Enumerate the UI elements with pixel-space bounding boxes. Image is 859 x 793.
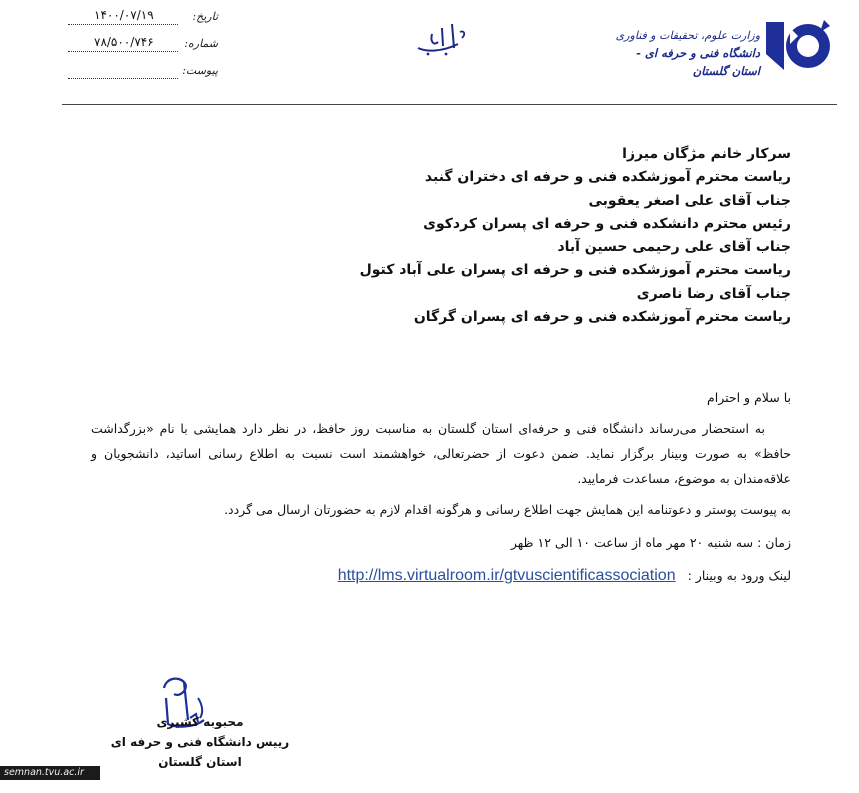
ministry-name: وزارت علوم، تحقیقات و فناوری bbox=[615, 29, 760, 42]
date-row bbox=[64, 10, 224, 37]
addressee-line: سرکار خانم مژگان میرزا bbox=[622, 146, 791, 162]
webinar-link-row bbox=[91, 563, 791, 588]
number-value: ۷۸/۵۰۰/۷۴۶ bbox=[94, 35, 154, 49]
addressee-line: ریاست محترم آموزشکده فنی و حرفه ای پسران گرگان bbox=[413, 309, 791, 326]
addressee-line: رئیس محترم دانشکده فنی و حرفه ای پسران کردکوی bbox=[423, 215, 791, 232]
number-label: شماره: bbox=[184, 37, 218, 50]
addressee-line: ریاست محترم آموزشکده فنی و حرفه ای دختران گنبد bbox=[424, 169, 791, 186]
main-paragraph bbox=[91, 416, 791, 491]
ministry-header bbox=[610, 28, 760, 80]
main-paragraph-text: به استحضار می‌رساند دانشگاه فنی و حرفه‌ای استان گلستان به مناسبت روز حافظ، در نظر دارد همایشی با نام «بزرگداشت حافظ» به صورت وبینار برگزار نماید. ضمن دعوت از حضرتعالی، خواهشمند است نسبت به اطلاع رسانی اساتید، دانشجویان و علاقه‌مندان به موضوع، مساعدت فرمایید. bbox=[91, 421, 791, 486]
number-row bbox=[64, 37, 224, 64]
signature-text bbox=[100, 712, 300, 772]
letter-metadata bbox=[64, 10, 224, 91]
source-watermark: semnan.tvu.ac.ir bbox=[0, 766, 100, 780]
date-label: تاریخ: bbox=[192, 10, 218, 23]
event-time: زمان : سه شنبه ۲۰ مهر ماه از ساعت ۱۰ الی ۱۲ ظهر bbox=[510, 535, 791, 550]
date-value: ۱۴۰۰/۰۷/۱۹ bbox=[94, 8, 154, 22]
attachment-label: پیوست: bbox=[182, 64, 218, 77]
university-logo bbox=[758, 14, 834, 78]
attachment-note: به پیوست پوستر و دعوتنامه این همایش جهت اطلاع رسانی و هرگونه اقدام لازم به حضورتان ارسال می گردد. bbox=[224, 502, 791, 517]
addressee-line: جناب آقای علی رحیمی حسین آباد bbox=[557, 239, 791, 256]
greeting: با سلام و احترام bbox=[707, 390, 791, 405]
motto-calligraphy bbox=[412, 18, 472, 60]
addressee-line: ریاست محترم آموزشکده فنی و حرفه ای پسران علی آباد کتول bbox=[359, 262, 791, 279]
signatory-title: رییس دانشگاه فنی و حرفه ای bbox=[110, 735, 290, 749]
webinar-link[interactable]: http://lms.virtualroom.ir/gtvuscientificassociation bbox=[337, 567, 676, 584]
signatory-region: استان گلستان bbox=[158, 755, 242, 769]
university-name: دانشگاه فنی و حرفه ای - استان گلستان bbox=[636, 46, 760, 78]
signature-block bbox=[100, 668, 300, 778]
webinar-link-label: لینک ورود به وبینار : bbox=[687, 568, 791, 583]
addressee-line: جناب آقای رضا ناصری bbox=[636, 285, 791, 302]
letter-body bbox=[91, 385, 791, 588]
header-divider bbox=[62, 104, 837, 105]
attachment-row bbox=[64, 64, 224, 91]
addressee-list bbox=[171, 143, 791, 329]
addressee-line: جناب آقای علی اصغر یعقوبی bbox=[588, 192, 791, 209]
signatory-name: محبوبه کشیری bbox=[156, 715, 244, 729]
